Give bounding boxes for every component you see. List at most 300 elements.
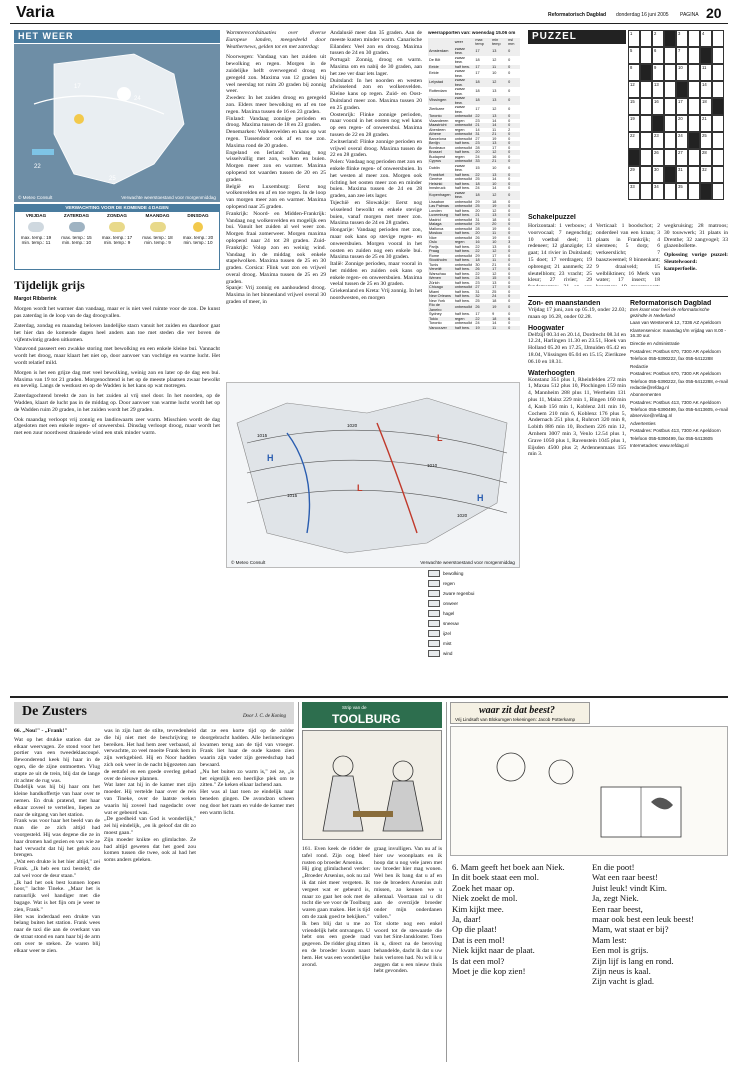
column-header: weer xyxy=(454,38,475,47)
grid-cell[interactable] xyxy=(676,47,688,64)
cell-number: 5 xyxy=(630,48,633,53)
grid-cell[interactable] xyxy=(700,183,712,200)
grid-cell[interactable] xyxy=(700,47,712,64)
table-cell: half bew. xyxy=(454,249,475,254)
table-cell: 21 xyxy=(491,159,507,164)
table-cell: 32 xyxy=(474,294,491,299)
grid-cell[interactable] xyxy=(628,132,640,149)
table-row xyxy=(428,303,520,312)
sun-icon xyxy=(74,114,84,124)
europe-paragraph: Spanje: Vrij zonnig en aanhoudend droog. Maxima in het binnenland vrijwel overal 30 graden of meer, in xyxy=(226,285,326,306)
grid-cell[interactable] xyxy=(676,115,688,132)
grid-cell[interactable] xyxy=(712,183,724,200)
table-cell: 14 xyxy=(492,177,497,182)
table-cell: 12 xyxy=(491,191,507,200)
table-cell: 0 xyxy=(507,267,520,272)
max-temp: max. temp.: 18 xyxy=(142,234,173,240)
article-paragraph: Vanavond passeert een zwakke storing met bewolking en een enkele kleine bui. Vannacht wordt het droog, maar klaart het niet op, door aanvoer van vochtige en warme lucht. Het wordt relatief mild. xyxy=(14,346,220,366)
grid-cell[interactable] xyxy=(688,30,700,47)
article-author: Margot Ribberink xyxy=(14,296,57,302)
story-paragraph: „De goedheid van God is wonderlijk," zei hij eindelijk, „en ik geloof dat dit zo moest gaan." xyxy=(104,816,196,836)
table-cell: Mallorca xyxy=(429,226,444,231)
table-cell: zwaar bew. xyxy=(454,105,465,114)
table-cell: 10 xyxy=(491,240,507,245)
legend-item xyxy=(428,610,520,617)
grid-cell[interactable] xyxy=(712,149,724,166)
grid-cell[interactable] xyxy=(712,132,724,149)
table-cell: 31 xyxy=(474,132,491,137)
table-cell: 0 xyxy=(508,145,511,150)
weather-logo: HET WEER xyxy=(18,31,74,41)
map-credit: © Meteo Consult xyxy=(231,560,266,566)
toolburg-banner xyxy=(302,702,442,728)
figure-body xyxy=(323,776,363,831)
table-cell: 10 xyxy=(492,165,497,170)
table-cell: 31 xyxy=(475,289,480,294)
legend-icon xyxy=(428,650,440,657)
cell-number: 12 xyxy=(630,82,635,87)
table-cell: 18 xyxy=(474,191,491,200)
europe-paragraph: Portugal: Zonnig, droog en warm. Maxima om en nabij de 30 graden, aan het zee ver daar iets lager. xyxy=(330,57,422,77)
table-cell: 23 xyxy=(475,280,480,285)
cell-number: 27 xyxy=(678,150,683,155)
table-cell: half bew. xyxy=(454,244,470,249)
hoogwater-text: Delfzijl 00.34 en 20.14, Dordrecht 08.34 en 12.24, Harlingen 11.30 en 23.51, Hoek van Holland 05.20 en 17.25, IJmuiden 05.42 en 18.04, Vlissingen 05.04 en 15.15; Zierikzee 06.10 en 18.31. xyxy=(528,331,626,365)
table xyxy=(353,811,393,817)
story-line: Mam, wat staat er bij? xyxy=(592,924,669,935)
grid-cell[interactable] xyxy=(628,64,640,81)
table-cell: 13 xyxy=(491,141,507,146)
grid-cell[interactable] xyxy=(688,98,700,115)
pressure-label: 1015 xyxy=(257,433,268,438)
table-cell: zwaar bew. xyxy=(454,96,475,105)
table-cell: 0 xyxy=(507,141,520,146)
table-cell: 0 xyxy=(507,96,520,105)
colofon-line: Klantenservice: maandag t/m vrijdag van 8.00 - 16.30 uur. xyxy=(630,327,727,339)
puzzel-grid xyxy=(628,30,728,210)
grid-cell[interactable] xyxy=(664,81,676,98)
table-cell: 0 xyxy=(507,222,520,227)
table-cell: Sydney xyxy=(429,312,442,317)
table-cell: 0 xyxy=(508,208,511,213)
grid-cell[interactable] xyxy=(664,115,676,132)
table-cell: 13 xyxy=(492,280,497,285)
legend-item xyxy=(428,590,520,597)
sun-moon-title: Zon- en maanstanden xyxy=(528,300,601,307)
table-cell: 0 xyxy=(507,191,520,200)
table-cell: Brussel xyxy=(428,150,454,155)
table-cell: 0 xyxy=(508,154,511,159)
table-cell: onbewolkt xyxy=(454,136,472,141)
table-cell: 0 xyxy=(507,285,520,290)
table-cell: 16 xyxy=(492,154,497,159)
grid-cell[interactable] xyxy=(640,47,652,64)
cell-number: 20 xyxy=(678,116,683,121)
grid-cell[interactable] xyxy=(688,166,700,183)
grid-cell[interactable] xyxy=(688,64,700,81)
grid-cell[interactable] xyxy=(688,115,700,132)
grid-cell[interactable] xyxy=(712,64,724,81)
table-cell: 14 xyxy=(492,321,497,326)
puzzel-logo: PUZZEL xyxy=(532,31,577,42)
grid-cell[interactable] xyxy=(628,115,640,132)
max-temp: max. temp.: 19 xyxy=(20,234,52,240)
table-cell: 18 xyxy=(474,258,491,263)
weather-table-title: weerrapporten van: woensdag 15.06 om xyxy=(428,30,516,35)
grid-cell[interactable] xyxy=(628,98,640,115)
grid-cell[interactable] xyxy=(676,132,688,149)
table-cell: Madrid xyxy=(429,217,441,222)
grid-cell[interactable] xyxy=(652,47,664,64)
table-cell: 21 xyxy=(492,262,497,267)
grid-cell[interactable] xyxy=(664,47,676,64)
table-cell: Eelde xyxy=(429,71,439,76)
pressure-label: 1015 xyxy=(287,493,298,498)
table-cell: onbewolkt xyxy=(454,253,472,258)
table-cell: 20 xyxy=(474,231,491,236)
table-cell: Bordeaux xyxy=(429,145,446,150)
table-cell: 10 xyxy=(492,71,497,76)
grid-cell[interactable] xyxy=(688,132,700,149)
cell-number: 19 xyxy=(630,116,635,121)
grid-cell[interactable] xyxy=(676,81,688,98)
table-cell: regen xyxy=(454,118,465,123)
table-cell: 12 xyxy=(492,57,497,62)
grid-cell[interactable] xyxy=(628,81,640,98)
temp-label: 24 xyxy=(134,96,141,102)
table-cell: 19 xyxy=(474,326,491,331)
table-cell: 0 xyxy=(508,89,511,94)
grid-cell[interactable] xyxy=(640,183,652,200)
table-cell: 13 xyxy=(491,114,507,119)
table-cell: zwaar bew. xyxy=(454,191,475,200)
grid-cell[interactable] xyxy=(664,132,676,149)
cell-number: 18 xyxy=(702,99,707,104)
grid-cell[interactable] xyxy=(664,149,676,166)
pressure-map-svg xyxy=(227,383,520,568)
table-cell: half bew. xyxy=(454,289,470,294)
table-cell: 17 xyxy=(491,267,507,272)
table-cell: Lelystad xyxy=(428,78,454,87)
grid-cell[interactable] xyxy=(700,98,712,115)
table-cell: 0 xyxy=(507,150,520,155)
table-cell: onbewolkt xyxy=(454,303,475,312)
table-cell: Londen xyxy=(429,208,442,213)
story-line: Een mol is grijs. xyxy=(592,945,649,956)
front-label: H xyxy=(267,453,274,463)
grid-cell[interactable] xyxy=(700,30,712,47)
min-temp: min. temp.: 10 xyxy=(183,240,213,246)
europe-paragraph: Noorwegen: Vandaag van het zuiden uit bewolking en regen. Morgen in de zuidelijke helft overwegend droog en geregeld zon. Maxima van 12 graden bij veel neerslag tot ruim 20 graden bij zonnig weer. xyxy=(226,54,326,95)
table-cell: 24 xyxy=(475,321,480,326)
table-cell: 0 xyxy=(508,177,511,182)
tide-column xyxy=(528,300,626,600)
grid-cell[interactable] xyxy=(640,98,652,115)
story-line: Een raar beest, xyxy=(592,903,643,914)
table-cell: zwaar bew. xyxy=(454,78,475,87)
table-cell: 17 xyxy=(475,312,480,317)
table-cell: Kopenhagen xyxy=(428,191,454,200)
table-cell: 22 xyxy=(475,244,480,249)
table-cell: 18 xyxy=(492,298,497,303)
table-cell: zwaar bew. xyxy=(454,69,465,78)
colofon-line: Redactie xyxy=(630,363,649,369)
legend-item xyxy=(428,600,520,607)
grid-cell[interactable] xyxy=(652,64,664,81)
grid-cell[interactable] xyxy=(712,30,724,47)
pagina-label: PAGINA xyxy=(680,12,699,18)
grid-cell[interactable] xyxy=(628,183,640,200)
table-cell: 13 xyxy=(491,173,507,178)
colofon-line: Laan van Westenenk 12, 7336 AZ Apeldoorn xyxy=(630,320,722,326)
grid-cell[interactable] xyxy=(700,132,712,149)
colofon-subtitle: Een krant voor heel de reformatorische gezindte in Nederland xyxy=(630,307,710,318)
table-cell: 18 xyxy=(492,199,497,204)
story-paragraph: Frank was voor haar het beeld van de man die ze zich altijd had voorgesteld. Hij was degene die ze in haar dromen had gezien en van wie ze had verwacht dat hij het geluk zou brengen. xyxy=(14,818,100,859)
table-cell: 12 xyxy=(492,208,497,213)
table-cell: Vlissingen xyxy=(428,96,454,105)
waar-zit-title: waar zit dat beest? xyxy=(479,705,555,716)
grid-cell[interactable] xyxy=(628,30,640,47)
table-cell: Moskou xyxy=(428,231,454,236)
grid-cell[interactable] xyxy=(700,149,712,166)
toolburg-paragraph: Ik ben blij dat u me zo vriendelijk hebt ontvangen. U hebt ons een goede raad gegeven. De ridder ging zitten en de broeder kwam naast hem. Het was een wonderlijke avond. xyxy=(302,920,370,968)
legend-icon xyxy=(428,600,440,607)
story-paragraph: dat ze een korte tijd op de zolder doorgebracht hadden. Alle herinneringen kwamen terug aan de tijd van vroeger. Frank liet haar de oude kasten zien waarin zijn vader zijn gereedschap had bewaard. xyxy=(200,728,294,768)
table-cell: zwaar bew. xyxy=(454,87,465,96)
waar-zit-text-left xyxy=(452,862,586,1062)
legend-label: onweer xyxy=(443,600,459,606)
grid-cell[interactable] xyxy=(688,183,700,200)
table-cell: 19 xyxy=(492,136,497,141)
grid-cell[interactable] xyxy=(676,98,688,115)
story-line: Juist leuk! vindt Kim. xyxy=(592,882,667,893)
story-paragraph: Wat later zat hij in de kamer met zijn moeder. Hij vertelde haar over de reis van Tineke, over de laatste weken waarin hij zoveel had nagedacht over wat er gebeurd was. xyxy=(104,782,196,816)
puzzel-clues xyxy=(528,214,728,286)
grid-cell[interactable] xyxy=(700,64,712,81)
legend-label: wind xyxy=(443,650,453,656)
table-cell: half bew. xyxy=(454,182,475,187)
grid-cell[interactable] xyxy=(652,132,664,149)
grid-cell[interactable] xyxy=(640,115,652,132)
map-credit: © Meteo Consult xyxy=(18,195,53,201)
table-cell: 23 xyxy=(474,141,491,146)
toolburg-paragraph: Tot slotte nog een enkel woord tot de stewaarde die van het Sint-Janskloster. Toen ik u, direct na de beroving behandelde, dacht ik dat u uw huis verloren had. Nu wil ik u zeggen dat u een nieuw thuis hebt gevonden. xyxy=(374,920,442,975)
sun-moon-text: Vrijdag 17 juni, zon op 05.19, onder 22.03; maan op 16.28, onder 02.28. xyxy=(528,307,626,320)
puzzel-solution: Oplossing vorige puzzel: Sleutelwoord: kamperfoelie. xyxy=(664,252,728,272)
weather-table xyxy=(428,38,520,331)
colofon-line: Postadres: Postbus 413, 7300 AK Apeldoorn xyxy=(630,428,721,434)
cell-number: 23 xyxy=(654,133,659,138)
europe-paragraph: Denemarken: Wolkenvelden en kans op wat regen. Tussendoor ook af en toe zon. Maxima rond de 20 graden. xyxy=(226,129,326,149)
table-cell: regen xyxy=(454,240,475,245)
grid-cell[interactable] xyxy=(688,81,700,98)
table-cell: zwaar bew. xyxy=(454,163,465,173)
weather-legend xyxy=(428,570,520,690)
grid-cell[interactable] xyxy=(640,132,652,149)
grid-cell[interactable] xyxy=(712,98,724,115)
grid-cell[interactable] xyxy=(676,166,688,183)
table-cell: 17 xyxy=(492,253,497,258)
table-cell: Maastricht xyxy=(428,123,454,128)
grid-cell[interactable] xyxy=(628,166,640,183)
table-cell: Berlijn xyxy=(428,141,454,146)
colofon-line: Internetadres: www.refdag.nl xyxy=(630,443,689,449)
table-cell: 17 xyxy=(475,107,480,112)
story-line: Mam lest: xyxy=(592,934,627,945)
page-header xyxy=(10,6,728,24)
table-cell: onbewolkt xyxy=(454,204,475,209)
table-cell: 24 xyxy=(491,294,507,299)
grid-cell[interactable] xyxy=(688,47,700,64)
story-line: En die poot! xyxy=(592,862,635,872)
weather-logo-bar xyxy=(14,30,220,43)
table-cell: 18 xyxy=(474,182,491,187)
table-cell: 0 xyxy=(508,165,511,170)
grid-cell[interactable] xyxy=(712,166,724,183)
grid-cell[interactable] xyxy=(676,149,688,166)
table-cell: 23 xyxy=(475,118,480,123)
table-cell: onbewolkt xyxy=(454,132,475,137)
weather-map-svg xyxy=(14,44,220,202)
forecast-day xyxy=(58,213,96,246)
table-cell: 9 xyxy=(492,312,495,317)
europe-paragraph: Andalusië meer dan 35 graden. Aan de meeste kusten minder warm. Canarische Eilanden: Veel zon en droog. Maxima tussen de 24 en 30 graden. xyxy=(330,30,422,57)
grid-cell[interactable] xyxy=(640,81,652,98)
table-cell: half bew. xyxy=(454,150,475,155)
europe-paragraph: Engeland en Ierland: Vandaag nog wisselvallig met zon, wolken en buien. Morgen meer zon en warmer. Maxima oplopend tot waarden tussen de 20 en 25 graden. xyxy=(226,149,326,183)
grid-cell[interactable] xyxy=(628,47,640,64)
cell-number: 13 xyxy=(654,82,659,87)
legend-item xyxy=(428,630,520,637)
legend-label: bewolking xyxy=(443,570,464,576)
episode-title: 66. „Nou!" - „Frank!" xyxy=(14,728,68,734)
grid-cell[interactable] xyxy=(664,183,676,200)
table-cell: Malaga xyxy=(428,222,454,227)
table-cell: half bew. xyxy=(454,258,475,263)
column-header xyxy=(428,38,454,47)
table-cell: 0 xyxy=(508,199,511,204)
toolburg-drawing xyxy=(303,731,442,840)
table-cell: half bew. xyxy=(454,271,470,276)
table-cell: Helsinki xyxy=(428,182,454,187)
table-cell: Tunis xyxy=(429,262,439,267)
story-line: Niek kijkt naar de plaat. xyxy=(452,945,535,956)
grid-cell[interactable] xyxy=(700,166,712,183)
grid-cell[interactable] xyxy=(652,30,664,47)
grid-cell[interactable] xyxy=(688,149,700,166)
grid-cell[interactable] xyxy=(664,166,676,183)
article-paragraph: Zaterdagochtend breekt de zon in het zuiden al vrij snel door. In het noorden, op de Wadden, klaart de lucht pas in de middag op. Door aanvoer van warme lucht wordt het op de Wadden ruim 20 graden, in het zuiden wordt het 29 graden. xyxy=(14,393,220,413)
table-cell: 26 xyxy=(474,303,491,312)
cloud-icon xyxy=(117,87,131,101)
pressure-label: 1020 xyxy=(347,423,358,428)
grid-cell[interactable] xyxy=(664,30,676,47)
grid-cell[interactable] xyxy=(676,30,688,47)
table-cell: onbewolkt xyxy=(454,235,472,240)
table-cell: 30 xyxy=(475,262,480,267)
grid-cell[interactable] xyxy=(664,64,676,81)
puzzel-title: Schakelpuzzel xyxy=(528,214,576,221)
grid-cell[interactable] xyxy=(712,115,724,132)
table-cell: 0 xyxy=(507,132,520,137)
grid-cell[interactable] xyxy=(652,183,664,200)
grid-cell[interactable] xyxy=(652,115,664,132)
column-header: max temp xyxy=(474,38,491,47)
grid-cell[interactable] xyxy=(676,64,688,81)
legend-item xyxy=(428,640,520,647)
grid-cell[interactable] xyxy=(700,81,712,98)
grid-cell[interactable] xyxy=(712,47,724,64)
grid-cell[interactable] xyxy=(700,115,712,132)
table-cell: 0 xyxy=(507,303,520,312)
grid-cell[interactable] xyxy=(664,98,676,115)
grid-cell[interactable] xyxy=(640,64,652,81)
table-cell: 18 xyxy=(474,78,491,87)
cell-number: 10 xyxy=(678,65,683,70)
article-paragraph: Morgen wordt het warmer dan vandaag, maar er is niet veel ruimte voor de zon. De kunst pas zaterdag in de loop van de dag droogvallen. xyxy=(14,306,220,320)
table-cell: Zierikzee xyxy=(429,107,445,112)
table-cell: regen xyxy=(454,154,465,159)
table-cell: 25 xyxy=(492,289,497,294)
table-cell: Vlaanderen xyxy=(429,118,449,123)
grid-cell[interactable] xyxy=(652,166,664,183)
table-cell: 18 xyxy=(474,96,491,105)
legend-label: mist xyxy=(443,640,452,646)
cell-number: 35 xyxy=(678,184,683,189)
grid-cell[interactable] xyxy=(652,98,664,115)
table-cell: Oslo xyxy=(428,240,454,245)
grid-cell[interactable] xyxy=(676,183,688,200)
grid-cell[interactable] xyxy=(640,166,652,183)
story-line: maar ook best een leuk beest! xyxy=(592,914,694,925)
min-temp: min. temp.: 9 xyxy=(144,240,171,246)
grid-cell[interactable] xyxy=(652,81,664,98)
story-paragraph: „Wat een drukte is het hier altijd," zei Frank. „Ik heb een taxi besteld; die zal wel voor de deur staan." xyxy=(14,859,100,879)
table-cell: Aberdeen xyxy=(429,127,446,132)
temp-label: 17 xyxy=(74,84,81,90)
toolburg-illustration xyxy=(302,730,442,840)
table-header-row xyxy=(428,38,520,47)
legend-icon xyxy=(428,630,440,637)
table-cell: 14 xyxy=(492,118,497,123)
table-cell: 22 xyxy=(474,317,491,322)
table-cell: Vancouver xyxy=(428,326,454,331)
toolburg-subtitle: Strip van de xyxy=(342,705,367,710)
table-cell: 20 xyxy=(474,150,491,155)
grid-cell[interactable] xyxy=(640,30,652,47)
grid-cell[interactable] xyxy=(640,149,652,166)
temp-label: 22 xyxy=(34,164,41,170)
table-cell: New York xyxy=(429,298,446,303)
table-cell: onbewolkt xyxy=(454,123,475,128)
europe-paragraph: Polen: Vandaag nog perioden met zon en enkele flinke regen- of onweersbuien. In het westen al meer zon. Morgen ook richting het oosten meer zon en minder buien. Maxima tussen de 24 en 28 graden, aan zee iets lager. xyxy=(330,159,422,200)
europe-paragraph: Tsjechië en Slowakije: Eerst nog wisselend bewolkt en enkele stevige buien, vanaf morgen met meer zon. Maxima tussen de 24 en 28 graden. xyxy=(330,199,422,227)
table-cell: 0 xyxy=(508,71,511,76)
grid-cell[interactable] xyxy=(652,149,664,166)
table-cell: 0 xyxy=(507,326,520,331)
table-cell: half bew. xyxy=(454,141,475,146)
cell-number: 33 xyxy=(630,184,635,189)
cell-number: 2 xyxy=(654,31,657,36)
table-cell: 14 xyxy=(491,123,507,128)
europe-intro: Warmterecordsituaties over diverse Europese landen, meegedeeld door Weathernews, gelden tot en met zaterdag: xyxy=(226,30,326,50)
grid-cell[interactable] xyxy=(628,149,640,166)
grid-cell[interactable] xyxy=(712,81,724,98)
table-cell: onbewolkt xyxy=(454,222,475,227)
table-cell: Las Palmas xyxy=(428,204,454,209)
table-cell: Budapest xyxy=(429,154,446,159)
